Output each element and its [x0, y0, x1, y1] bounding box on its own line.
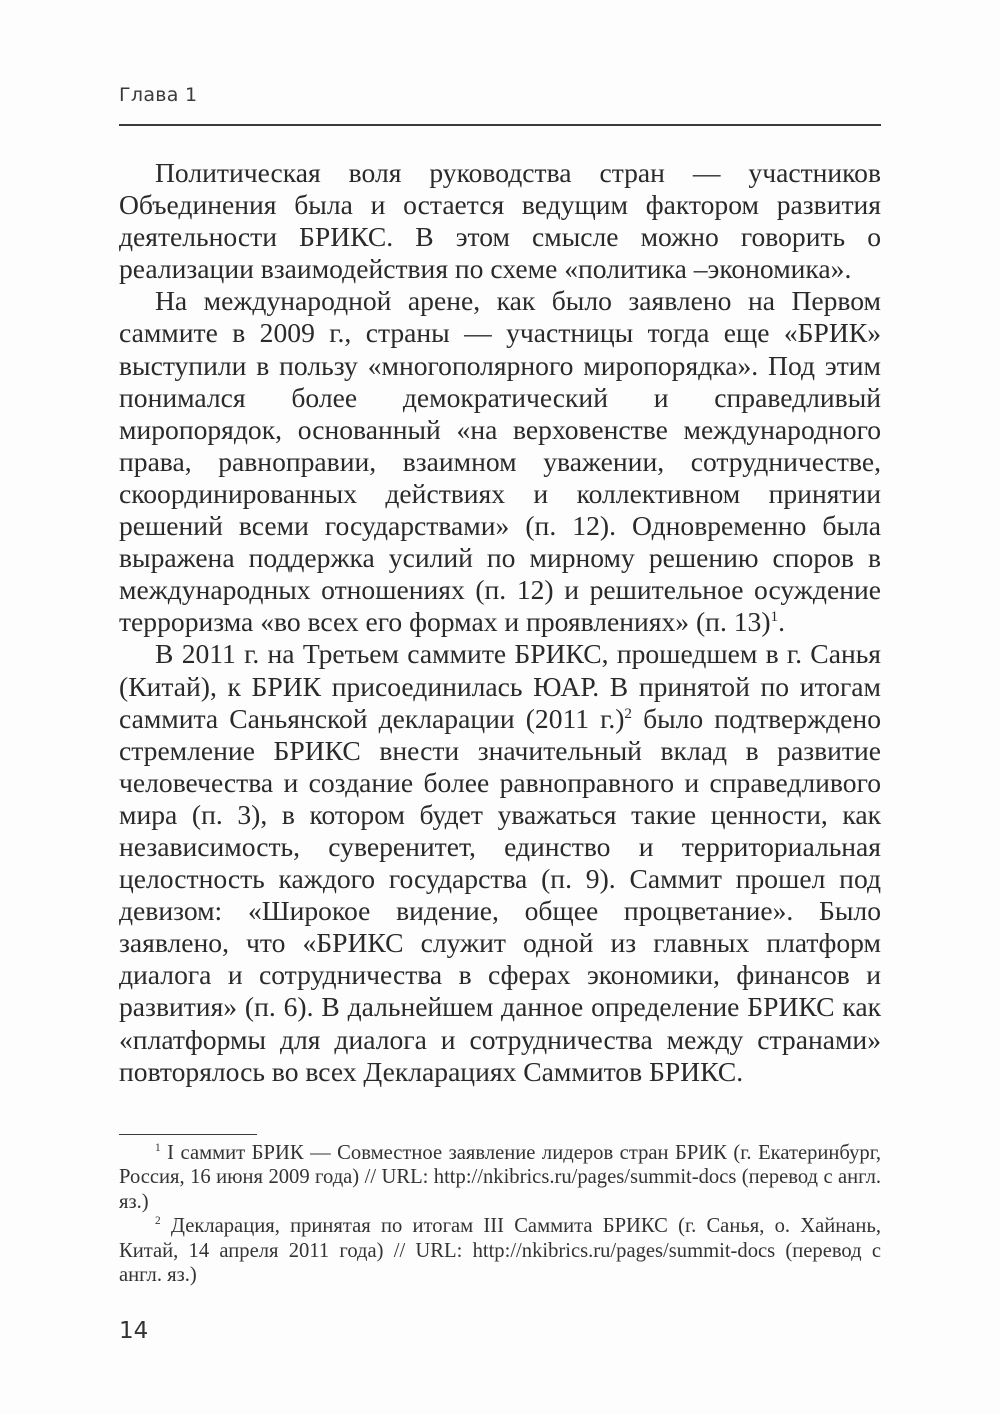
paragraph-3-text-b: было подтверждено стремление БРИКС внести значительный вклад в развитие человечества и создание более равноправного и справедливого мира (п. 3), в котором будет уважаться такие ценности, как независимость, суверенитет, единство и территориальная целостность каждого государства (п. 9). Саммит прошел под девизом: «Широкое видение, общее процветание». Было заявлено, что «БРИКС служит одной из главных платформ диалога и сотрудничества в сферах экономики, финансов и развития» (п. 6). В дальнейшем данное определение БРИКС как «платформы для диалога и сотрудничества между странами» повторялось во всех Декларациях Саммитов БРИКС. — [119, 702, 881, 1087]
page-number: 14 — [119, 1318, 149, 1344]
paragraph-2-end: . — [778, 606, 786, 638]
paragraph-3-text-a: В 2011 г. на Третьем саммите БРИКС, прошедшем в г. Санья (Китай), к БРИК присоединилась ЮАР. В принятой по итогам саммита Саньянской декларации (2011 г.) — [119, 638, 881, 734]
main-text — [119, 157, 881, 1088]
chapter-header: Глава 1 — [119, 84, 198, 106]
paragraph-1-text: Политическая воля руководства стран — участников Объединения была и остается ведущим фактором развития деятельности БРИКС. В этом смысле можно говорить о реализации взаимодействия по схеме «политика –экономика». — [119, 157, 881, 285]
footnote-1-number: 1 — [155, 1142, 161, 1155]
footnote-divider — [119, 1134, 257, 1135]
footnote-2-text: Декларация, принятая по итогам III Саммита БРИКС (г. Санья, о. Хайнань, Китай, 14 апреля 2011 года) // URL: http://nkibrics.ru/pages/summit-docs (перевод с англ. яз.) — [119, 1215, 881, 1287]
footnote-2-number: 2 — [155, 1215, 161, 1228]
footnote-ref-2[interactable]: 2 — [624, 704, 633, 722]
footnote-1-text: I саммит БРИК — Совместное заявление лидеров стран БРИК (г. Екатеринбург, Россия, 16 июня 2009 года) // URL: http://nkibrics.ru/pages/summit-docs (перевод с англ. яз.) — [119, 1142, 881, 1213]
footnote-1 — [119, 1141, 881, 1214]
paragraph-1 — [119, 157, 881, 285]
footnote-ref-1[interactable]: 1 — [770, 608, 779, 626]
paragraph-2 — [119, 285, 881, 638]
paragraph-2-text: На международной арене, как было заявлено на Первом саммите в 2009 г., страны — участницы тогда еще «БРИК» выступили в пользу «многополярного миропорядка». Под этим понимался более демократический и справедливый миропорядок, основанный «на верховенстве международного права, равноправии, взаимном уважении, сотрудничестве, скоординированных действиях и коллективном принятии решений всеми государствами» (п. 12). Одновременно была выражена поддержка усилий по мирному решению споров в международных отношениях (п. 12) и решительное осуждение терроризма «во всех его формах и проявлениях» (п. 13) — [119, 285, 881, 638]
footnotes — [119, 1141, 881, 1287]
footnote-2 — [119, 1214, 881, 1287]
paragraph-3 — [119, 638, 881, 1087]
header-divider — [119, 124, 881, 126]
